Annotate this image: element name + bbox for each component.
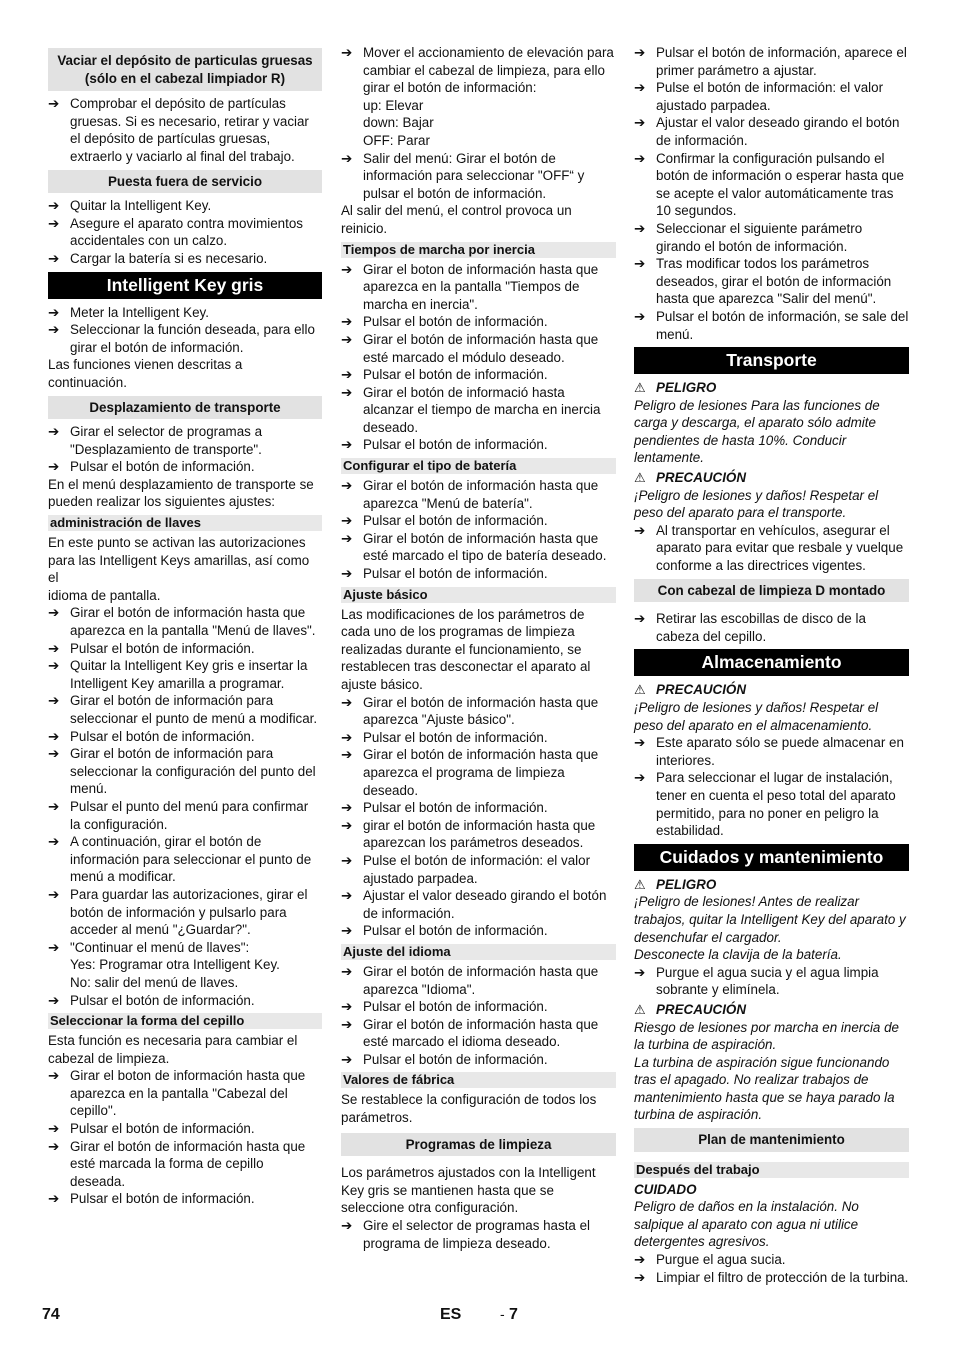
- arrow-icon: ➔: [48, 605, 60, 621]
- arrow-icon: ➔: [48, 1068, 60, 1084]
- list-item: ➔ Girar el botón de información hasta que esté marcado el módulo deseado.: [341, 331, 599, 365]
- list-item: ➔ Gire el selector de programas hasta el programa de limpieza deseado.: [341, 1218, 591, 1251]
- list-item: ➔ Salir del menú: Girar el botón de información para seleccionar "OFF“ y pulsar el botón de información.: [341, 150, 585, 201]
- list-item: ➔ Purgue el agua sucia.: [634, 1252, 786, 1268]
- arrow-icon: ➔: [48, 798, 60, 814]
- list-item: ➔ Girar el selector de programas a "Desplazamiento de transporte".: [48, 424, 263, 457]
- list-item: ➔ Girar el boton de información hasta que aparezca en la pantalla "Tiempos de marcha en inercia".: [341, 261, 599, 312]
- list-item: ➔ Para guardar las autorizaciones, girar el botón de información y pulsarlo para acceder al menú "¿Guardar?".: [48, 886, 308, 938]
- list-item: ➔ Pulsar el punto del menú para confirmar la configuración.: [48, 798, 309, 832]
- list-item: ➔ Girar el botón de información hasta que aparezca "Menú de batería".: [341, 478, 599, 511]
- chapter-cuidados: Cuidados y mantenimiento: [634, 844, 909, 871]
- paragraph: Esta función es necesaria para cambiar el cabezal de limpieza.: [48, 1033, 298, 1066]
- arrow-icon: ➔: [48, 96, 60, 112]
- list-item: ➔ Pulsar el botón de información.: [341, 437, 548, 453]
- list-item: ➔ Girar el botón de información hasta que aparezca el programa de limpieza deseado.: [341, 747, 599, 798]
- arrow-icon: ➔: [48, 693, 60, 709]
- arrow-icon: ➔: [634, 115, 646, 131]
- arrow-icon: ➔: [48, 322, 60, 338]
- list-item: ➔ Pulsar el botón de información, se sale del menú.: [634, 308, 909, 342]
- arrow-icon: ➔: [341, 150, 353, 166]
- arrow-icon: ➔: [341, 852, 353, 868]
- list-item: ➔ Pulsar el botón de información.: [341, 729, 548, 745]
- arrow-icon: ➔: [634, 45, 646, 60]
- list-item: ➔ Pulsar el botón de información.: [341, 800, 548, 816]
- paragraph: Los parámetros ajustados con la Intelligent Key gris se mantienen hasta que se seleccione otra configuración.: [341, 1165, 596, 1216]
- warning-label: ⚠ PRECAUCIÓN: [634, 682, 747, 698]
- subheading-tiempos: Tiempos de marcha por inercia: [341, 242, 616, 258]
- list-item: ➔ Pulsar el botón de información.: [341, 513, 548, 529]
- column-right: [634, 44, 909, 1286]
- arrow-icon: ➔: [634, 220, 646, 236]
- list-item: ➔ Girar el botón de información hasta que aparezca "Idioma".: [341, 963, 599, 997]
- heading-desplazamiento: Desplazamiento de transporte: [48, 396, 322, 420]
- arrow-icon: ➔: [48, 640, 60, 656]
- arrow-icon: ➔: [48, 992, 60, 1008]
- list-item: ➔ Ajustar el valor deseado girando el botón de información.: [341, 888, 607, 921]
- list-item: ➔ Pulsar el botón de información.: [48, 459, 255, 475]
- subheading-administracion: administración de llaves: [48, 515, 322, 531]
- arrow-icon: ➔: [341, 923, 353, 939]
- subheading-ajuste-basico: Ajuste básico: [341, 587, 616, 603]
- list-item: ➔ Pulsar el botón de información.: [48, 1121, 255, 1137]
- arrow-icon: ➔: [341, 367, 353, 383]
- chapter-intelligent-key: Intelligent Key gris: [48, 272, 322, 299]
- list-item: ➔ Pulsar el botón de información.: [341, 566, 548, 582]
- arrow-icon: ➔: [634, 1252, 646, 1268]
- heading-cabezal-d: Con cabezal de limpieza D montado: [634, 579, 909, 603]
- warning-text: Desconecte la clavija de la batería.: [634, 947, 842, 963]
- arrow-icon: ➔: [48, 728, 60, 744]
- list-item: ➔ Pulsar el botón de información.: [48, 728, 255, 744]
- language-code: ES: [440, 1306, 462, 1323]
- list-item: ➔ Seleccionar el siguiente parámetro girando el botón de información.: [634, 220, 863, 254]
- chapter-almacenamiento: Almacenamiento: [634, 649, 909, 676]
- list-item: ➔ Cargar la batería si es necesario.: [48, 250, 268, 266]
- warning-text: ¡Peligro de lesiones y daños! Respetar el peso del aparato para el transporte.: [634, 487, 879, 521]
- subheading-despues: Después del trabajo: [634, 1162, 909, 1178]
- paragraph: Al salir del menú, el control provoca un reinicio.: [341, 203, 572, 236]
- paragraph: idioma de pantalla.: [48, 587, 161, 603]
- page-number: 74: [42, 1306, 60, 1323]
- arrow-icon: ➔: [341, 694, 353, 710]
- list-item: ➔ Girar el botón de información para seleccionar el punto de menú a modificar.: [48, 693, 318, 726]
- column-middle: [341, 44, 616, 1252]
- subheading-cepillo: Seleccionar la forma del cepillo: [48, 1013, 322, 1029]
- warning-label: ⚠ PELIGRO: [634, 380, 717, 396]
- arrow-icon: ➔: [341, 888, 353, 904]
- paragraph: En el menú desplazamiento de transporte se pueden realizar los siguientes ajustes:: [48, 476, 314, 510]
- list-item: ➔ Purgue el agua sucia y el agua limpia sobrante y elimínela.: [634, 964, 879, 998]
- list-item: ➔ Tras modificar todos los parámetros deseados, girar el botón de información hasta que aparezca "Salir del menú".: [634, 256, 892, 307]
- arrow-icon: ➔: [341, 261, 353, 277]
- warning-label: ⚠ PRECAUCIÓN: [634, 1001, 747, 1017]
- arrow-icon: ➔: [634, 80, 646, 96]
- heading-programas: Programas de limpieza: [341, 1133, 616, 1157]
- list-item: ➔ Pulsar el botón de información.: [341, 1051, 548, 1067]
- warning-label: ⚠ PRECAUCIÓN: [634, 470, 747, 486]
- list-item: ➔ Comprobar el depósito de partículas gruesas. Si es necesario, retirar y vaciar el depósito de partículas gruesas, extraerlo y vaciarlo al final del trabajo.: [48, 96, 309, 164]
- warning-text: Riesgo de lesiones por marcha en inercia de la turbina de aspiración.: [634, 1019, 899, 1053]
- caution-label: CUIDADO: [634, 1181, 697, 1197]
- arrow-icon: ➔: [48, 886, 60, 902]
- arrow-icon: ➔: [341, 331, 353, 347]
- list-item: ➔ Pulsar el botón de información.: [341, 923, 548, 939]
- arrow-icon: ➔: [634, 150, 646, 166]
- list-item: ➔ Al transportar en vehículos, asegurar el aparato para evitar que resbale y vuelque conforme a las directrices vigentes.: [634, 522, 904, 574]
- list-item: ➔ A continuación, girar el botón de información para seleccionar el punto de menú a modificar.: [48, 834, 312, 885]
- list-item: ➔ Confirmar la configuración pulsando el botón de información o esperar hasta que se acepte el valor automáticamente tras 10 segundos.: [634, 150, 904, 219]
- arrow-icon: ➔: [48, 1138, 60, 1154]
- heading-puesta: Puesta fuera de servicio: [48, 170, 322, 194]
- arrow-icon: ➔: [48, 834, 60, 850]
- arrow-icon: ➔: [341, 384, 353, 400]
- arrow-icon: ➔: [48, 198, 60, 214]
- list-item: ➔ Girar el botón de información para seleccionar la configuración del punto del menú.: [48, 746, 316, 797]
- arrow-icon: ➔: [341, 747, 353, 763]
- arrow-icon: ➔: [48, 250, 60, 266]
- paragraph: En este punto se activan las autorizaciones para las Intelligent Keys amarillas, así como el: [48, 535, 310, 586]
- footer-separator: -: [500, 1306, 505, 1322]
- arrow-icon: ➔: [48, 215, 60, 231]
- arrow-icon: ➔: [634, 770, 646, 786]
- arrow-icon: ➔: [48, 746, 60, 762]
- list-item: ➔ Pulsar el botón de información.: [48, 992, 255, 1008]
- list-item: ➔ Girar el botón de información hasta que esté marcada la forma de cepillo deseada.: [48, 1138, 306, 1189]
- list-item: ➔ Pulsar el botón de información.: [48, 1191, 255, 1207]
- subheading-valores: Valores de fábrica: [341, 1072, 616, 1088]
- arrow-icon: ➔: [341, 1016, 353, 1032]
- paragraph: Las modificaciones de los parámetros de cada uno de los programas de limpieza realizadas durante el funcionamiento, se restablecen tras desconectar el aparato al ajuste básico.: [341, 606, 591, 692]
- arrow-icon: ➔: [341, 1218, 353, 1234]
- arrow-icon: ➔: [48, 1191, 60, 1207]
- list-item: ➔ "Continuar el menú de llaves": Yes: Programar otra Intelligent Key. No: salir del menú de llaves.: [48, 939, 280, 990]
- list-item: ➔ Seleccionar la función deseada, para ello girar el botón de información.: [48, 322, 315, 355]
- arrow-icon: ➔: [341, 478, 353, 494]
- subheading-bateria: Configurar el tipo de batería: [341, 458, 616, 474]
- arrow-icon: ➔: [634, 1269, 646, 1285]
- arrow-icon: ➔: [48, 658, 60, 674]
- arrow-icon: ➔: [341, 729, 353, 745]
- list-item: ➔ Girar el botón de información hasta que esté marcado el idioma deseado.: [341, 1016, 599, 1050]
- warning-label: ⚠ PELIGRO: [634, 876, 717, 892]
- list-item: ➔ Limpiar el filtro de protección de la turbina.: [634, 1269, 909, 1285]
- arrow-icon: ➔: [341, 1051, 353, 1067]
- section-page-number: 7: [509, 1306, 518, 1323]
- list-item: ➔ Girar el boton de información hasta que aparezca en la pantalla "Cabezal del cepillo".: [48, 1068, 306, 1119]
- warning-text: La turbina de aspiración sigue funcionando tras el apagado. No realizar trabajos de mantenimiento hasta que se haya parado la turbina de aspiración.: [634, 1054, 895, 1123]
- arrow-icon: ➔: [634, 611, 646, 627]
- arrow-icon: ➔: [48, 304, 60, 320]
- arrow-icon: ➔: [634, 964, 646, 980]
- column-left: [48, 44, 322, 1208]
- list-item: ➔ Pulsar el botón de información, aparece el primer parámetro a ajustar.: [634, 45, 907, 78]
- arrow-icon: ➔: [341, 513, 353, 529]
- list-item: ➔ Quitar la Intelligent Key gris e insertar la Intelligent Key amarilla a programar.: [48, 658, 308, 691]
- list-item: ➔ Pulse el botón de información: el valor ajustado parpadea.: [341, 852, 591, 886]
- arrow-icon: ➔: [341, 314, 353, 330]
- arrow-icon: ➔: [341, 566, 353, 582]
- list-item: ➔ Retirar las escobillas de disco de la cabeza del cepillo.: [634, 611, 866, 644]
- warning-icon: ⚠: [634, 682, 646, 698]
- arrow-icon: ➔: [341, 45, 353, 60]
- warning-icon: ⚠: [634, 1001, 646, 1017]
- arrow-icon: ➔: [341, 437, 353, 453]
- arrow-icon: ➔: [48, 939, 60, 955]
- list-item: ➔ Girar el botón de información hasta que aparezca en la pantalla "Menú de llaves".: [48, 605, 316, 639]
- paragraph: Las funciones vienen descritas a continuación.: [48, 357, 243, 390]
- list-item: ➔ Quitar la Intelligent Key.: [48, 198, 212, 214]
- paragraph: Se restablece la configuración de todos los parámetros.: [341, 1092, 597, 1126]
- arrow-icon: ➔: [634, 256, 646, 272]
- warning-icon: ⚠: [634, 876, 646, 892]
- arrow-icon: ➔: [341, 963, 353, 979]
- list-item: ➔ Asegure el aparato contra movimientos accidentales con un calzo.: [48, 215, 303, 249]
- arrow-icon: ➔: [341, 817, 353, 833]
- arrow-icon: ➔: [634, 735, 646, 751]
- list-item: ➔ Girar el botón de información hasta que aparezca "Ajuste básico".: [341, 694, 599, 728]
- arrow-icon: ➔: [341, 800, 353, 816]
- arrow-icon: ➔: [48, 459, 60, 475]
- list-item: ➔ Girar el botón de información hasta que esté marcado el tipo de batería deseado.: [341, 530, 607, 564]
- subheading-idioma: Ajuste del idioma: [341, 944, 616, 960]
- chapter-transporte: Transporte: [634, 347, 909, 374]
- warning-icon: ⚠: [634, 380, 646, 396]
- arrow-icon: ➔: [341, 530, 353, 546]
- list-item: ➔ Pulsar el botón de información.: [341, 314, 548, 330]
- list-item: ➔ Pulsar el botón de información.: [341, 367, 548, 383]
- caution-text: Peligro de daños en la instalación. No salpique al aparato con agua ni utilice detergentes agresivos.: [634, 1199, 859, 1250]
- arrow-icon: ➔: [634, 308, 646, 324]
- arrow-icon: ➔: [48, 424, 60, 440]
- list-item: ➔ Meter la Intelligent Key.: [48, 304, 209, 320]
- arrow-icon: ➔: [341, 999, 353, 1015]
- warning-icon: ⚠: [634, 470, 646, 486]
- heading-plan: Plan de mantenimiento: [634, 1128, 909, 1152]
- warning-text: ¡Peligro de lesiones y daños! Respetar el peso del aparato en el almacenamiento.: [634, 700, 879, 733]
- warning-text: Peligro de lesiones Para las funciones de carga y descarga, el aparato sólo admite pendientes de hasta 10%. Conducir lentamente.: [634, 397, 880, 466]
- list-item: ➔ Pulse el botón de información: el valor ajustado parpadea.: [634, 80, 884, 113]
- list-item: ➔ Pulsar el botón de información.: [341, 999, 548, 1015]
- list-item: ➔ Mover el accionamiento de elevación para cambiar el cabezal de limpieza, para ello girar el botón de información: up: Elevar down: Bajar OFF: Parar: [341, 45, 614, 148]
- warning-text: ¡Peligro de lesiones! Antes de realizar trabajos, quitar la Intelligent Key del aparato y desenchufar el cargador.: [634, 894, 906, 945]
- list-item: ➔ Este aparato sólo se puede almacenar en interiores.: [634, 735, 904, 768]
- arrow-icon: ➔: [634, 522, 646, 538]
- arrow-icon: ➔: [48, 1121, 60, 1137]
- list-item: ➔ Girar el botón de informació hasta alcanzar el tiempo de marcha en inercia deseado.: [341, 384, 601, 435]
- list-item: ➔ girar el botón de información hasta que aparezcan los parámetros deseados.: [341, 817, 596, 851]
- heading-vaciar: Vaciar el depósito de particulas gruesas (sólo en el cabezal limpiador R): [48, 48, 322, 91]
- list-item: ➔ Pulsar el botón de información.: [48, 640, 255, 656]
- list-item: ➔ Ajustar el valor deseado girando el botón de información.: [634, 115, 900, 148]
- list-item: ➔ Para seleccionar el lugar de instalación, tener en cuenta el peso total del aparato permitido, para no poner en peligro la estabilidad.: [634, 770, 896, 839]
